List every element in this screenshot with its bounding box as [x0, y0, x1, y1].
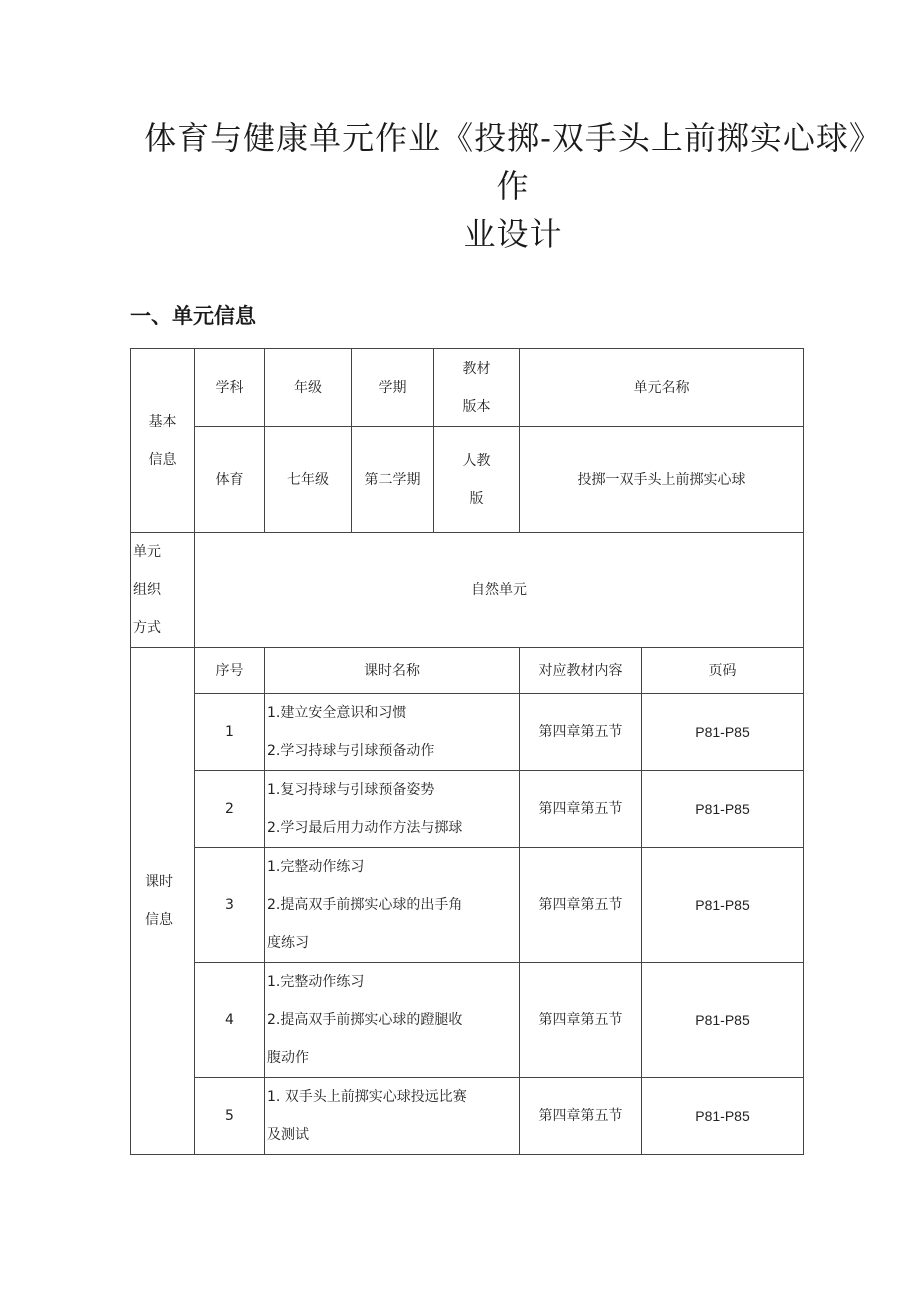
lesson-name	[265, 694, 520, 771]
lesson-name-line: 2.学习最后用力动作方法与掷球	[267, 820, 463, 836]
value-unit-name: 投掷一双手头上前掷实心球	[520, 427, 804, 533]
lesson-name-line: 1.完整动作练习	[267, 859, 365, 875]
basic-info-label-line-1: 基本	[148, 413, 177, 430]
organization-value: 自然单元	[195, 533, 804, 648]
value-semester: 第二学期	[352, 427, 434, 533]
lesson-name	[265, 1078, 520, 1155]
header-unit-name: 单元名称	[520, 349, 804, 427]
table-row	[131, 694, 804, 771]
lesson-name-line: 度练习	[267, 935, 309, 951]
lesson-name-line: 2.提高双手前掷实心球的出手角	[267, 897, 463, 913]
lessons-header-row	[131, 648, 804, 694]
lesson-name-line: 2.提高双手前掷实心球的蹬腿收	[267, 1012, 463, 1028]
basic-info-header-row	[131, 349, 804, 427]
header-edition	[434, 349, 520, 427]
value-edition-line-1: 人教	[462, 452, 491, 469]
organization-label-line-2: 组织	[133, 582, 161, 598]
organization-label-line-3: 方式	[133, 620, 161, 636]
lessons-label-line-1: 课时	[145, 874, 173, 890]
lesson-index: 1	[195, 694, 265, 771]
lesson-content: 第四章第五节	[520, 848, 642, 963]
organization-row	[131, 533, 804, 648]
lesson-pages: P81-P85	[642, 848, 804, 963]
lesson-name	[265, 963, 520, 1078]
lesson-name-line: 1.复习持球与引球预备姿势	[267, 782, 435, 798]
header-grade: 年级	[265, 349, 352, 427]
header-lesson-name: 课时名称	[265, 648, 520, 694]
lesson-index: 4	[195, 963, 265, 1078]
document-title-line-1: 体育与健康单元作业《投掷-双手头上前掷实心球》作	[144, 119, 882, 205]
document-title	[128, 114, 898, 258]
table-row	[131, 1078, 804, 1155]
lesson-name	[265, 771, 520, 848]
header-content: 对应教材内容	[520, 648, 642, 694]
lesson-name	[265, 848, 520, 963]
lesson-name-line: 1.完整动作练习	[267, 974, 365, 990]
lessons-label-line-2: 信息	[145, 912, 173, 928]
lesson-name-line: 1. 双手头上前掷实心球投远比赛	[267, 1089, 467, 1105]
header-edition-line-2: 版本	[462, 398, 491, 415]
header-subject: 学科	[195, 349, 265, 427]
lesson-content: 第四章第五节	[520, 694, 642, 771]
lesson-content: 第四章第五节	[520, 771, 642, 848]
basic-info-label	[131, 349, 195, 533]
table-row	[131, 771, 804, 848]
value-edition-line-2: 版	[469, 490, 484, 507]
table-row	[131, 848, 804, 963]
lesson-index: 3	[195, 848, 265, 963]
organization-label	[131, 533, 195, 648]
header-index: 序号	[195, 648, 265, 694]
header-edition-line-1: 教材	[462, 360, 491, 377]
lesson-pages: P81-P85	[642, 694, 804, 771]
basic-info-label-line-2: 信息	[148, 451, 177, 468]
lesson-content: 第四章第五节	[520, 963, 642, 1078]
lesson-pages: P81-P85	[642, 963, 804, 1078]
lesson-content: 第四章第五节	[520, 1078, 642, 1155]
section-heading: 一、单元信息	[130, 304, 256, 328]
value-grade: 七年级	[265, 427, 352, 533]
value-subject: 体育	[195, 427, 265, 533]
document-title-line-2: 业设计	[463, 215, 563, 253]
organization-label-line-1: 单元	[133, 544, 161, 560]
lesson-name-line: 1.建立安全意识和习惯	[267, 705, 407, 721]
lessons-label	[131, 648, 195, 1155]
header-pages: 页码	[642, 648, 804, 694]
lesson-name-line: 腹动作	[267, 1050, 309, 1066]
lesson-name-line: 及测试	[267, 1127, 309, 1143]
lesson-pages: P81-P85	[642, 771, 804, 848]
lesson-index: 5	[195, 1078, 265, 1155]
basic-info-value-row	[131, 427, 804, 533]
value-edition	[434, 427, 520, 533]
header-semester: 学期	[352, 349, 434, 427]
unit-info-table	[130, 348, 804, 1155]
table-row	[131, 963, 804, 1078]
lesson-name-line: 2.学习持球与引球预备动作	[267, 743, 435, 759]
lesson-index: 2	[195, 771, 265, 848]
lesson-pages: P81-P85	[642, 1078, 804, 1155]
